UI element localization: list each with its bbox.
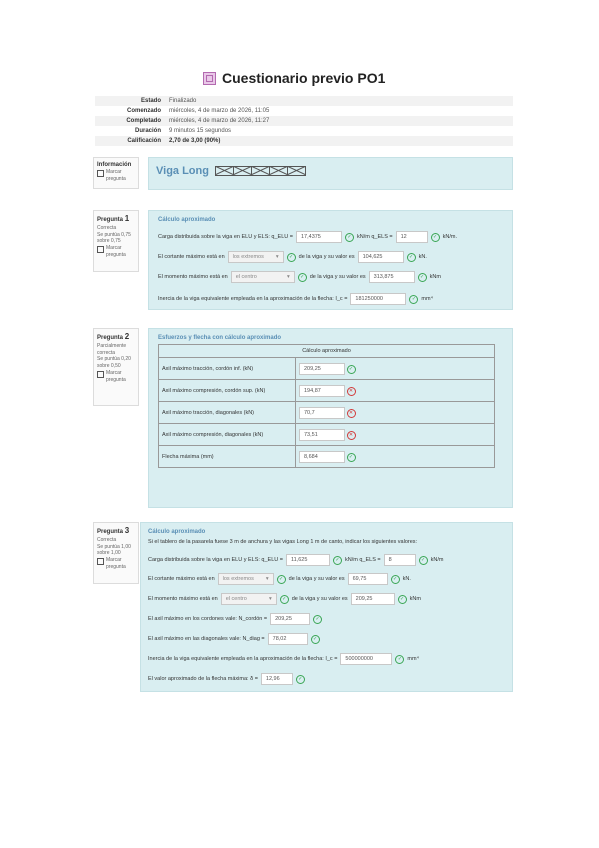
question-heading: Esfuerzos y flecha con cálculo aproximado [158,335,282,341]
moment-location-select[interactable] [221,593,277,605]
summary-row [95,116,513,126]
q3-intro [148,539,417,545]
q1-line-inertia [158,293,433,305]
chevron-down-icon: ▾ [286,274,290,280]
q3-line-inertia [148,653,419,665]
moment-location-select[interactable] [231,271,295,283]
flag-icon [97,558,104,565]
answer-input[interactable]: 73,51 [299,429,345,441]
q3-line-diagonal-axial [148,633,320,645]
question-number: Pregunta 2 [97,332,130,341]
text: kN/m. [442,234,457,240]
summary-label: Completado [126,118,161,124]
deflection-input[interactable]: 12,96 [261,673,293,685]
flag-question-link[interactable] [97,370,135,384]
q3-line-load [148,554,443,566]
summary-label: Duración [134,128,161,134]
row-label: Flecha máxima (mm) [159,446,296,468]
page-title-text: Cuestionario previo PO1 [222,70,386,86]
chord-axial-input[interactable]: 209,25 [270,613,310,625]
text: kN/m [430,557,444,563]
row-answer [296,402,495,424]
text: kNm [429,274,441,280]
shear-location-select[interactable] [228,251,284,263]
answer-input[interactable]: 194,87 [299,385,345,397]
summary-value: 2,70 de 3,00 (90%) [169,138,221,144]
flag-question-link[interactable] [97,245,135,259]
summary-row [95,106,513,116]
correct-icon: ✓ [409,295,418,304]
summary-value: miércoles, 4 de marzo de 2026, 11:27 [169,118,270,124]
summary-value: 9 minutos 15 segundos [169,128,232,134]
question-score: Se puntúa 1,00 sobre 1,00 [97,543,131,557]
chevron-down-icon: ▾ [275,254,279,260]
question-2-info [93,328,139,406]
q3-line-moment [148,593,421,605]
correct-icon: ✓ [287,253,296,262]
text: Inercia de la viga equivalente empleada en la aproximación de la flecha: I_c = [148,656,338,662]
text: Carga distribuida sobre la viga en ELU y ELS: q_ELU = [158,234,293,240]
text: mm⁴ [421,296,433,302]
text: El valor aproximado de la flecha máxima: δ = [148,676,258,682]
q3-line-chord-axial [148,613,322,625]
text: El axil máximo en los cordones vale: N_cordón = [148,616,268,622]
table-row [159,446,495,468]
text: El cortante máximo está en [158,254,225,260]
answer-input[interactable]: 8,684 [299,451,345,463]
row-label: Axil máximo compresión, diagonales (kN) [159,424,296,446]
info-heading: Información [97,162,132,168]
moment-value-input[interactable]: 313,875 [369,271,415,283]
text: El cortante máximo está en [148,576,215,582]
text: mm⁴ [407,656,419,662]
flag-icon [97,170,104,177]
table-header: Cálculo aproximado [159,345,495,358]
correct-icon: ✓ [395,655,404,664]
text: kN. [418,254,427,260]
correct-icon: ✓ [313,615,322,624]
correct-icon: ✓ [277,575,286,584]
question-number: Pregunta 3 [97,526,130,535]
moment-value-input[interactable]: 209,25 [351,593,395,605]
question-score: Se puntúa 0,20 sobre 0,50 [97,356,131,370]
answer-input[interactable]: 209,25 [299,363,345,375]
correct-icon: ✓ [347,453,356,462]
table-row [159,402,495,424]
q1-line-moment [158,271,441,283]
flag-question-link[interactable] [97,557,135,571]
correct-icon: ✓ [280,595,289,604]
text: kN. [402,576,411,582]
q1-line-load [158,231,457,243]
flag-label: Marcar pregunta [106,169,126,182]
info-title [156,165,306,177]
question-2-content [148,328,513,508]
text: El momento máximo está en [148,596,218,602]
correct-icon: ✓ [345,233,354,242]
table-row [159,358,495,380]
question-status: Correcta [97,224,117,231]
info-sidebar [93,157,139,189]
summary-label: Calificación [127,138,161,144]
select-value: el centro [235,274,257,280]
correct-icon: ✓ [431,233,440,242]
text: kNm [409,596,421,602]
select-value: el centro [225,596,247,602]
question-3-content [140,522,513,692]
correct-icon: ✓ [311,635,320,644]
question-heading: Cálculo aproximado [158,217,216,223]
flag-label: Marcar pregunta [106,369,126,383]
correct-icon: ✓ [398,595,407,604]
summary-value: Finalizado [169,98,197,104]
q3-line-deflection [148,673,305,685]
summary-row [95,96,513,106]
row-label: Axil máximo tracción, diagonales (kN) [159,402,296,424]
table-row [159,380,495,402]
text: de la viga y su valor es [309,274,366,280]
summary-value: miércoles, 4 de marzo de 2026, 11:05 [169,108,270,114]
text: Carga distribuida sobre la viga en ELU y ELS: q_ELU = [148,557,283,563]
flag-label: Marcar pregunta [106,245,126,258]
row-label: Axil máximo tracción, cordón inf. (kN) [159,358,296,380]
flag-icon [97,246,104,253]
shear-value-input[interactable]: 69,75 [348,573,388,585]
row-answer [296,446,495,468]
info-title-text: Viga Long [156,165,209,177]
question-3-info [93,522,139,584]
q-elu-input[interactable]: 17,4375 [296,231,342,243]
q3-line-shear [148,573,411,585]
row-answer [296,424,495,446]
diagonal-axial-input[interactable]: 78,02 [268,633,308,645]
text: El momento máximo está en [158,274,228,280]
summary-row [95,136,513,146]
text: de la viga y su valor es [291,596,348,602]
correct-icon: ✓ [407,253,416,262]
q-els-input[interactable]: 12 [396,231,428,243]
incorrect-icon: ✕ [347,387,356,396]
chevron-down-icon: ▾ [268,596,272,602]
text: Si el tablero de la pasarela fuese 3 m de anchura y las vigas Long 1 m de canto, indicar los siguientes valores: [148,539,418,545]
summary-label: Estado [140,98,161,104]
text: kN/m q_ELS = [344,557,381,563]
select-value: los extremos [232,254,264,260]
table-row [159,424,495,446]
flag-question-link[interactable] [97,169,135,183]
correct-icon: ✓ [418,273,427,282]
quiz-icon [203,72,216,85]
table-header-row [159,345,495,358]
text: kN/m q_ELS = [356,234,393,240]
text: de la viga y su valor es [288,576,345,582]
broken-image-icon [216,166,306,176]
correct-icon: ✓ [347,365,356,374]
text: Inercia de la viga equivalente empleada en la aproximación de la flecha: I_c = [158,296,348,302]
question-status: Parcialmente correcta [97,342,127,356]
attempt-summary-table [95,96,513,146]
row-answer [296,380,495,402]
question-status: Correcta [97,536,117,543]
summary-row [95,126,513,136]
flag-label: Marcar pregunta [106,557,126,570]
incorrect-icon: ✕ [347,431,356,440]
text: El axil máximo en las diagonales vale: N_diag = [148,636,265,642]
info-content [148,157,513,190]
q-els-input[interactable]: 8 [384,554,416,566]
row-answer [296,358,495,380]
q-elu-input[interactable]: 11,625 [286,554,330,566]
correct-icon: ✓ [333,556,342,565]
correct-icon: ✓ [391,575,400,584]
results-table [158,344,495,468]
correct-icon: ✓ [298,273,307,282]
question-1-info [93,210,139,272]
incorrect-icon: ✕ [347,409,356,418]
chevron-down-icon: ▾ [265,576,269,582]
answer-input[interactable]: 70,7 [299,407,345,419]
summary-label: Comenzado [126,108,161,114]
correct-icon: ✓ [296,675,305,684]
row-label: Axil máximo compresión, cordón sup. (kN) [159,380,296,402]
inertia-input[interactable]: 181250000 [350,293,406,305]
correct-icon: ✓ [419,556,428,565]
question-1-content [148,210,513,310]
question-number: Pregunta 1 [97,214,130,223]
inertia-input[interactable]: 500000000 [340,653,392,665]
text: de la viga y su valor es [298,254,355,260]
question-heading: Cálculo aproximado [148,529,206,535]
page-title [203,70,385,86]
flag-icon [97,371,104,378]
select-value: los extremos [222,576,254,582]
shear-value-input[interactable]: 104,625 [358,251,404,263]
q1-line-shear [158,251,427,263]
shear-location-select[interactable] [218,573,274,585]
question-score: Se puntúa 0,75 sobre 0,75 [97,231,131,245]
